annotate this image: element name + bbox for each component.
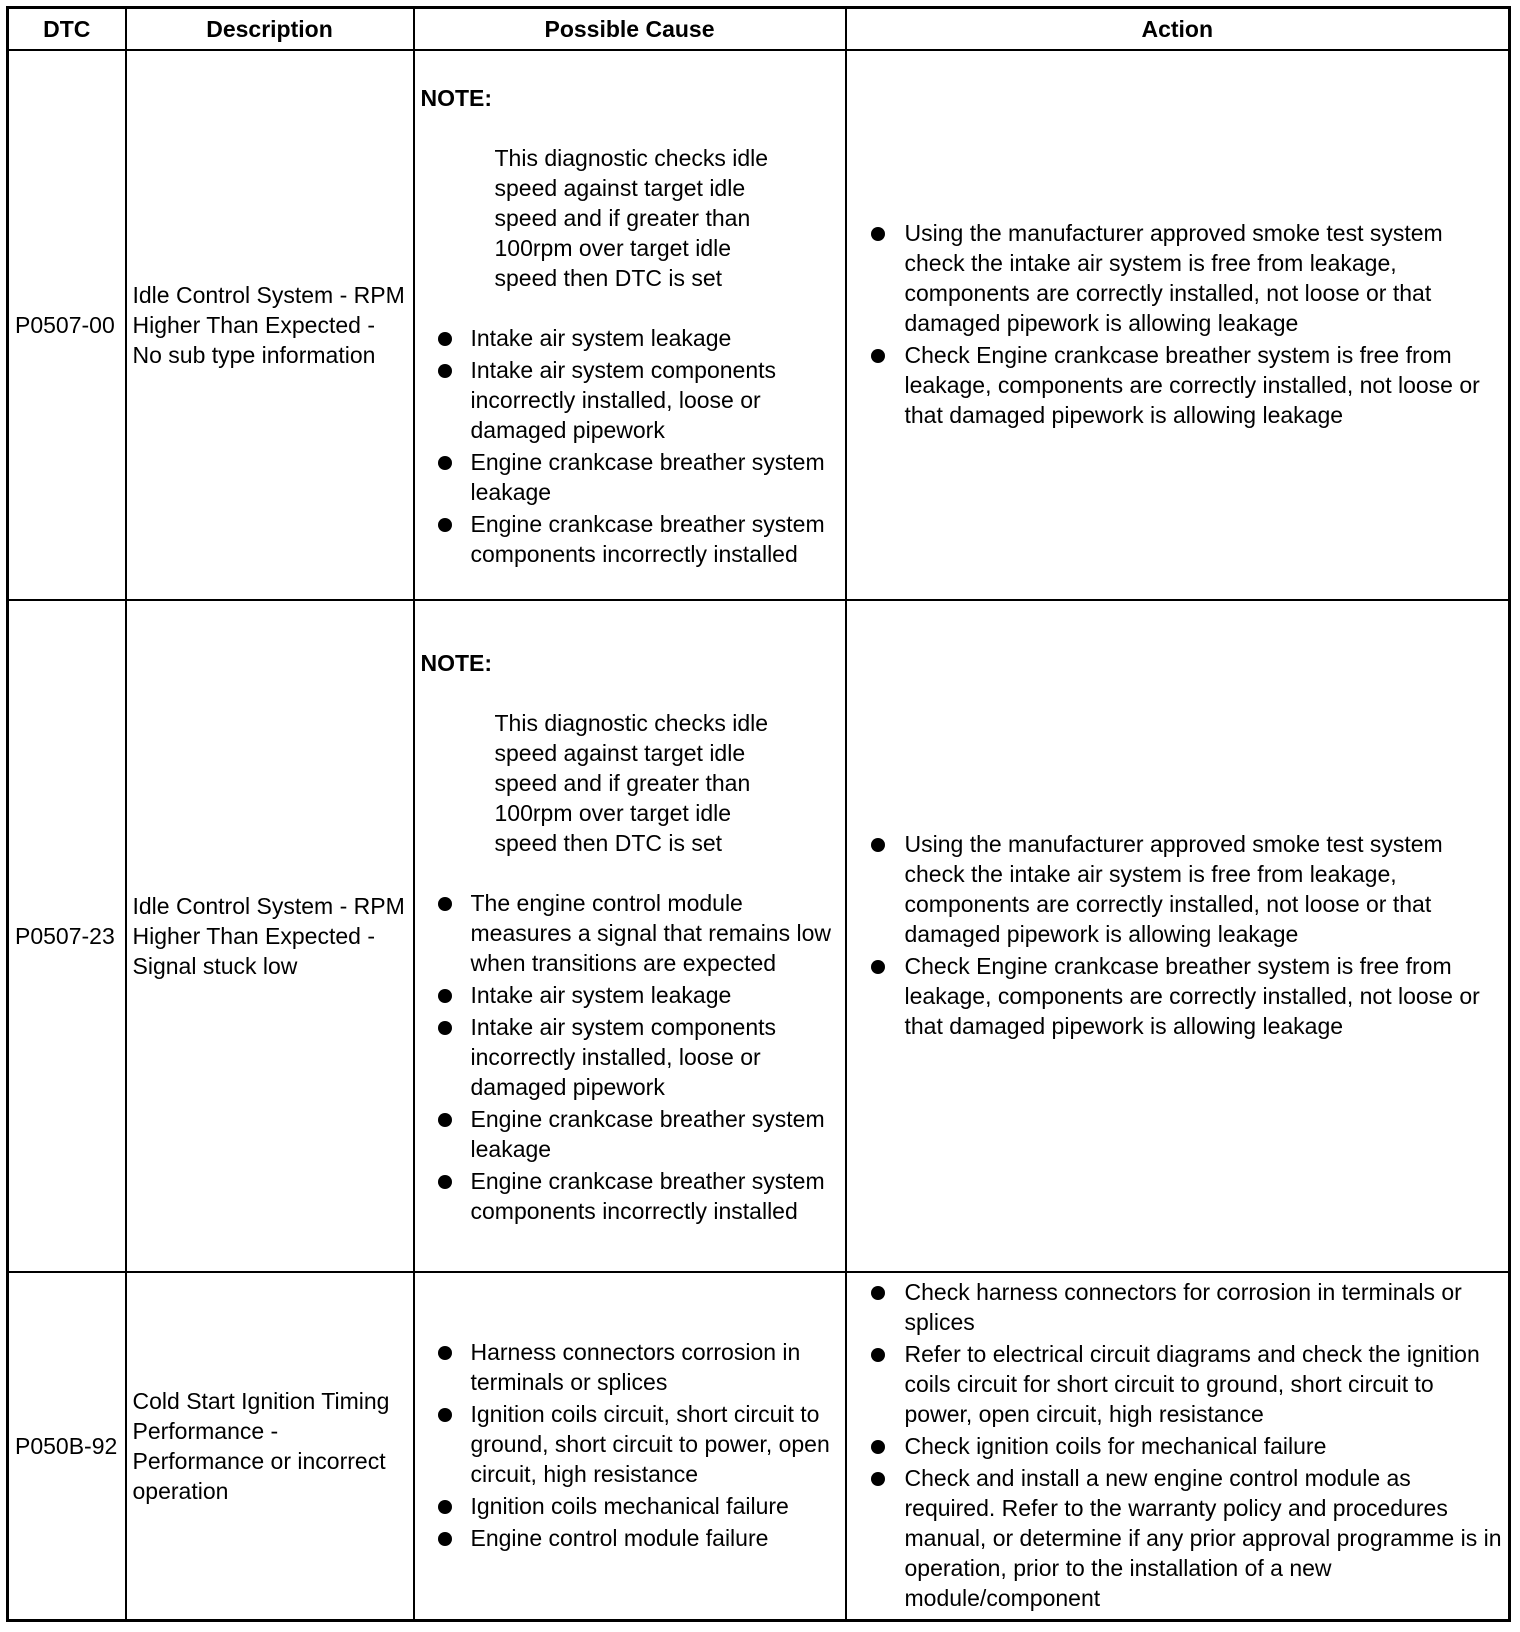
table-row: [8, 50, 1510, 600]
header-description: Description: [126, 8, 414, 51]
bullet-icon: [438, 1532, 452, 1546]
list-item: Check harness connectors for corrosion in terminals or splices: [853, 1277, 1503, 1337]
note-text: This diagnostic checks idle speed against target idle speed and if greater than 100rpm over target idle speed then DTC is set: [494, 710, 769, 856]
list-item: Ignition coils circuit, short circuit to ground, short circuit to power, open circuit, high resistance: [421, 1399, 839, 1489]
list-item: Check Engine crankcase breather system is free from leakage, components are correctly installed, not loose or that damaged pipework is allowing leakage: [853, 951, 1503, 1041]
dtc-code: P0507-00: [8, 50, 126, 600]
action-list: [853, 218, 1503, 430]
note-title: NOTE:: [420, 85, 493, 111]
cause-list: [421, 1337, 839, 1553]
description-cell: Cold Start Ignition Timing Performance - Performance or incorrect operation: [126, 1272, 414, 1620]
bullet-icon: [871, 349, 885, 363]
list-item: Intake air system components incorrectly installed, loose or damaged pipework: [421, 355, 839, 445]
list-item: Engine crankcase breather system leakage: [421, 447, 839, 507]
bullet-icon: [438, 1408, 452, 1422]
list-item: Using the manufacturer approved smoke test system check the intake air system is free from leakage, components are correctly installed, not loose or that damaged pipework is allowing leakage: [853, 218, 1503, 338]
bullet-icon: [438, 456, 452, 470]
note-text: This diagnostic checks idle speed against target idle speed and if greater than 100rpm over target idle speed then DTC is set: [494, 145, 769, 291]
dtc-table: [6, 6, 1511, 1622]
cause-list: [421, 888, 839, 1226]
bullet-icon: [871, 960, 885, 974]
action-list: [853, 1277, 1503, 1613]
bullet-icon: [871, 838, 885, 852]
header-dtc: DTC: [8, 8, 126, 51]
action-cell: [846, 50, 1510, 600]
list-item: Engine crankcase breather system components incorrectly installed: [421, 1166, 839, 1226]
description-cell: Idle Control System - RPM Higher Than Expected - No sub type information: [126, 50, 414, 600]
list-item: Engine control module failure: [421, 1523, 839, 1553]
description-cell: Idle Control System - RPM Higher Than Expected - Signal stuck low: [126, 600, 414, 1272]
bullet-icon: [438, 897, 452, 911]
list-item: Harness connectors corrosion in terminals or splices: [421, 1337, 839, 1397]
list-item: The engine control module measures a signal that remains low when transitions are expected: [421, 888, 839, 978]
list-item: Intake air system leakage: [421, 323, 839, 353]
list-item: Ignition coils mechanical failure: [421, 1491, 839, 1521]
list-item: Engine crankcase breather system leakage: [421, 1104, 839, 1164]
list-item: Refer to electrical circuit diagrams and check the ignition coils circuit for short circuit to ground, short circuit to power, open circuit, high resistance: [853, 1339, 1503, 1429]
bullet-icon: [438, 1175, 452, 1189]
bullet-icon: [438, 989, 452, 1003]
possible-cause-cell: [414, 50, 846, 600]
list-item: Check and install a new engine control module as required. Refer to the warranty policy and procedures manual, or determine if any prior approval programme is in operation, prior to the installation of a new module/component: [853, 1463, 1503, 1613]
bullet-icon: [438, 1021, 452, 1035]
possible-cause-cell: [414, 1272, 846, 1620]
bullet-icon: [871, 1472, 885, 1486]
bullet-icon: [438, 518, 452, 532]
bullet-icon: [438, 364, 452, 378]
header-action: Action: [846, 8, 1510, 51]
list-item: Check Engine crankcase breather system is free from leakage, components are correctly installed, not loose or that damaged pipework is allowing leakage: [853, 340, 1503, 430]
table-row: [8, 1272, 1510, 1620]
bullet-icon: [438, 1113, 452, 1127]
note-title: NOTE:: [420, 650, 493, 676]
list-item: Intake air system components incorrectly installed, loose or damaged pipework: [421, 1012, 839, 1102]
list-item: Using the manufacturer approved smoke test system check the intake air system is free from leakage, components are correctly installed, not loose or that damaged pipework is allowing leakage: [853, 829, 1503, 949]
list-item: Check ignition coils for mechanical failure: [853, 1431, 1503, 1461]
table-row: [8, 600, 1510, 1272]
list-item: Intake air system leakage: [421, 980, 839, 1010]
possible-cause-cell: [414, 600, 846, 1272]
bullet-icon: [871, 1348, 885, 1362]
header-row: [8, 8, 1510, 51]
dtc-code: P050B-92: [8, 1272, 126, 1620]
cause-list: [421, 323, 839, 569]
bullet-icon: [871, 227, 885, 241]
action-cell: [846, 1272, 1510, 1620]
bullet-icon: [438, 1500, 452, 1514]
action-list: [853, 829, 1503, 1041]
dtc-code: P0507-23: [8, 600, 126, 1272]
action-cell: [846, 600, 1510, 1272]
bullet-icon: [438, 332, 452, 346]
list-item: Engine crankcase breather system components incorrectly installed: [421, 509, 839, 569]
header-possible-cause: Possible Cause: [414, 8, 846, 51]
bullet-icon: [871, 1286, 885, 1300]
bullet-icon: [438, 1346, 452, 1360]
bullet-icon: [871, 1440, 885, 1454]
